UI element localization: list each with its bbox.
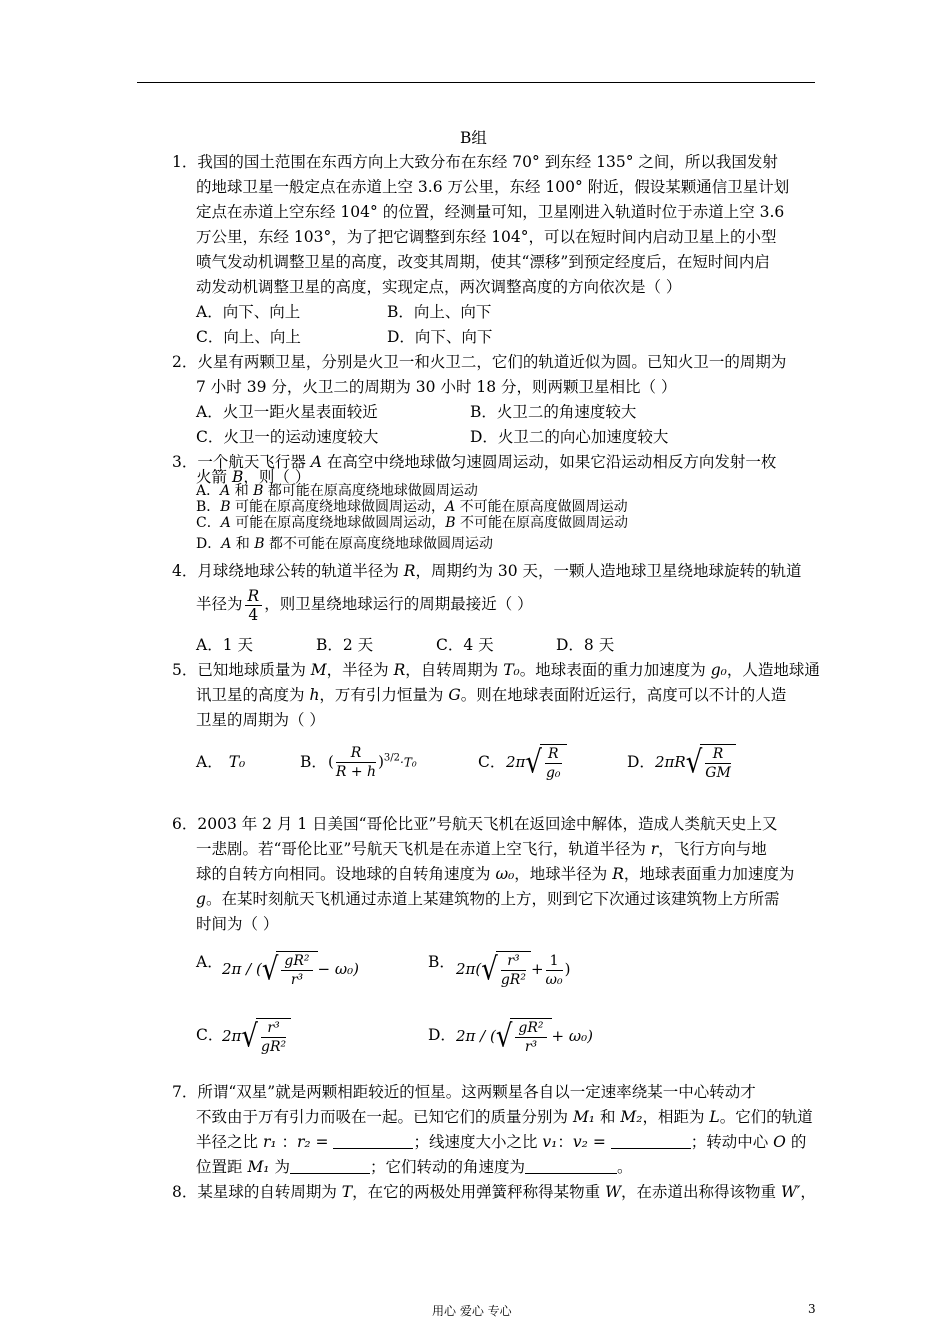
option-c-label[interactable]: C． — [478, 753, 506, 771]
fraction: $\frac{R}{4}$ — [245, 587, 263, 624]
option-a[interactable]: A．火卫一距火星表面较近 — [196, 403, 378, 421]
option-a[interactable]: A．1 天 — [196, 636, 253, 654]
option-c[interactable]: C．4 天 — [436, 636, 494, 654]
footer-slogan: 用心 爱心 专心 — [432, 1304, 512, 1318]
option-b-formula: 2π(√ $\frac{\text{r³}}{\text{gR²}}$ + $\frac{1}{\text{ω₀}}$ ) — [456, 952, 571, 988]
option-d-label[interactable]: D． — [428, 1026, 456, 1044]
option-a-label[interactable]: A． — [196, 953, 223, 971]
header-rule — [137, 82, 815, 83]
option-a-formula: 2π / (√ $\frac{\text{gR²}}{\text{r³}}$ − ω₀) — [222, 952, 359, 988]
option-b-formula: ( $\frac{R}{R + h}$ )$^{3/2}$·T₀ — [328, 745, 417, 780]
option-d[interactable]: D．8 天 — [556, 636, 615, 654]
option-b[interactable]: B．2 天 — [316, 636, 374, 654]
option-b-label[interactable]: B． — [428, 953, 455, 971]
option-c[interactable]: C．火卫一的运动速度较大 — [196, 428, 379, 446]
option-c[interactable]: C．A 可能在原高度绕地球做圆周运动，B 不可能在原高度做圆周运动 — [196, 515, 629, 531]
option-a[interactable]: A．A 和 B 都可能在原高度绕地球做圆周运动 — [196, 483, 478, 499]
option-b[interactable]: B．B 可能在原高度绕地球做圆周运动，A 不可能在原高度做圆周运动 — [196, 499, 628, 515]
option-c-formula: 2π√ $\frac{\text{r³}}{\text{gR²}}$ — [222, 1018, 291, 1056]
page-number: 3 — [808, 1302, 816, 1316]
answer-blank-3[interactable] — [290, 1159, 370, 1174]
option-d-formula: 2πR√ $\frac{R}{GM}$ — [655, 744, 736, 782]
option-a[interactable]: A．向下、向上 — [196, 303, 301, 321]
option-b[interactable]: B．火卫二的角速度较大 — [470, 403, 637, 421]
answer-blank-4[interactable] — [525, 1159, 617, 1174]
option-d[interactable]: D．火卫二的向心加速度较大 — [470, 428, 669, 446]
option-c-label[interactable]: C． — [196, 1026, 224, 1044]
option-d[interactable]: D．向下、向下 — [387, 328, 493, 346]
answer-blank-2[interactable] — [611, 1134, 691, 1149]
option-a[interactable]: A． T₀ — [196, 753, 246, 771]
option-d[interactable]: D．A 和 B 都不可能在原高度绕地球做圆周运动 — [196, 536, 494, 552]
option-c[interactable]: C．向上、向上 — [196, 328, 301, 346]
option-d-formula: 2π / (√ $\frac{\text{gR²}}{\text{r³}}$ + ω₀) — [456, 1019, 593, 1055]
answer-blank-1[interactable] — [333, 1134, 413, 1149]
option-b[interactable]: B．向上、向下 — [387, 303, 492, 321]
option-b-label[interactable]: B． — [300, 753, 327, 771]
option-d-label[interactable]: D． — [627, 753, 655, 771]
option-c-formula: 2π√ $\frac{R}{\text{g₀}}$ — [506, 744, 567, 782]
group-title: B组 — [460, 129, 487, 147]
